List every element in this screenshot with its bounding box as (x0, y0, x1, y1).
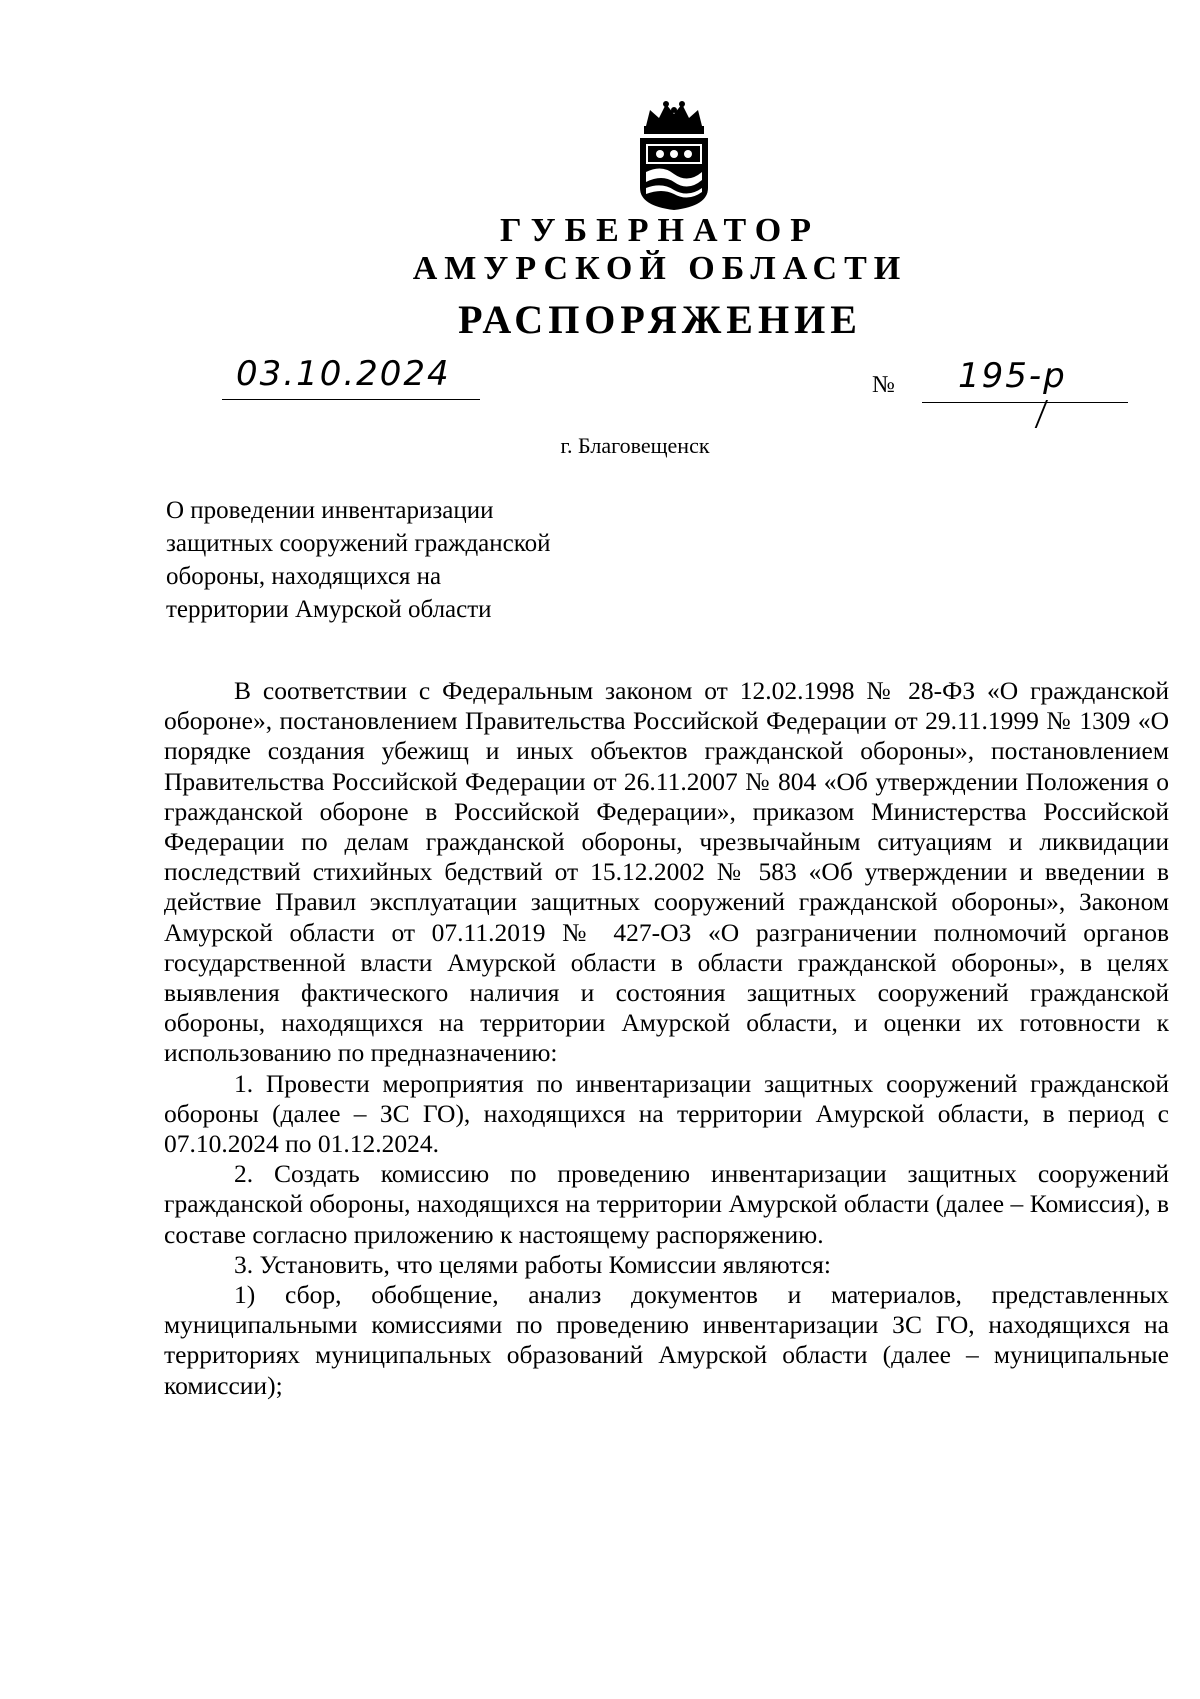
number-sign: № (872, 372, 895, 398)
subject-line: О проведении инвентаризации (166, 497, 494, 524)
clause-3-paragraph: 3. Установить, что целями работы Комиссии являются: (234, 1249, 831, 1279)
amur-region-coat-of-arms-icon (632, 100, 716, 212)
document-type-title: РАСПОРЯЖЕНИЕ (458, 297, 862, 342)
clause-1-paragraph: 1. Провести мероприятия по инвентаризации защитных сооружений гражданской обороны (далее – ЗС ГО), находящихся на территории Амурской области, в период с 07.10.2024 по 01.12.2024. (164, 1068, 1169, 1159)
number-stroke (1035, 400, 1062, 428)
subject-line: обороны, находящихся на (166, 563, 442, 590)
number-underline (922, 402, 1128, 403)
clause-3-1-paragraph: 1) сбор, обобщение, анализ документов и материалов, представленных муниципальными комиссиями по проведению инвентаризации ЗС ГО, находящихся на территориях муниципальных образований Амурской области (далее – муниципальные комиссии); (164, 1280, 1169, 1400)
issue-city: г. Благовещенск (560, 433, 710, 458)
document-body (164, 676, 1169, 1401)
subject-line: защитных сооружений гражданской (166, 530, 551, 557)
date-underline (222, 399, 480, 400)
subject-line: территории Амурской области (166, 596, 492, 623)
document-date: 03.10.2024 (236, 354, 451, 394)
clause-2-paragraph: 2. Создать комиссию по проведению инвентаризации защитных сооружений гражданской обороны, находящихся на территории Амурской области (далее – Комиссия), в составе согласно приложению к настоящему распоряжению. (164, 1159, 1169, 1249)
document-number: 195-р (958, 356, 1067, 396)
header-region: АМУРСКОЙ ОБЛАСТИ (412, 250, 908, 287)
header-authority: ГУБЕРНАТОР (500, 212, 820, 249)
document-subject (166, 494, 636, 626)
preamble-paragraph: В соответствии с Федеральным законом от 12.02.1998 № 28-ФЗ «О гражданской обороне», постановлением Правительства Российской Федерации от 29.11.1999 № 1309 «О порядке создания убежищ и иных объектов гражданской обороны», постановлением Правительства Российской Федерации от 26.11.2007 № 804 «Об утверждении Положения о гражданской обороне в Российской Федерации», приказом Министерства Российской Федерации по делам гражданской обороны, чрезвычайным ситуациям и ликвидации последствий стихийных бедствий от 15.12.2002 № 583 «Об утверждении и введении в действие Правил эксплуатации защитных сооружений гражданской обороны», Законом Амурской области от 07.11.2019 № 427-ОЗ «О разграничении полномочий органов государственной власти Амурской области в области гражданской обороны», в целях выявления фактического наличия и состояния защитных сооружений гражданской обороны, находящихся на территории Амурской области, и оценки их готовности к использованию по предназначению: (164, 676, 1169, 1068)
